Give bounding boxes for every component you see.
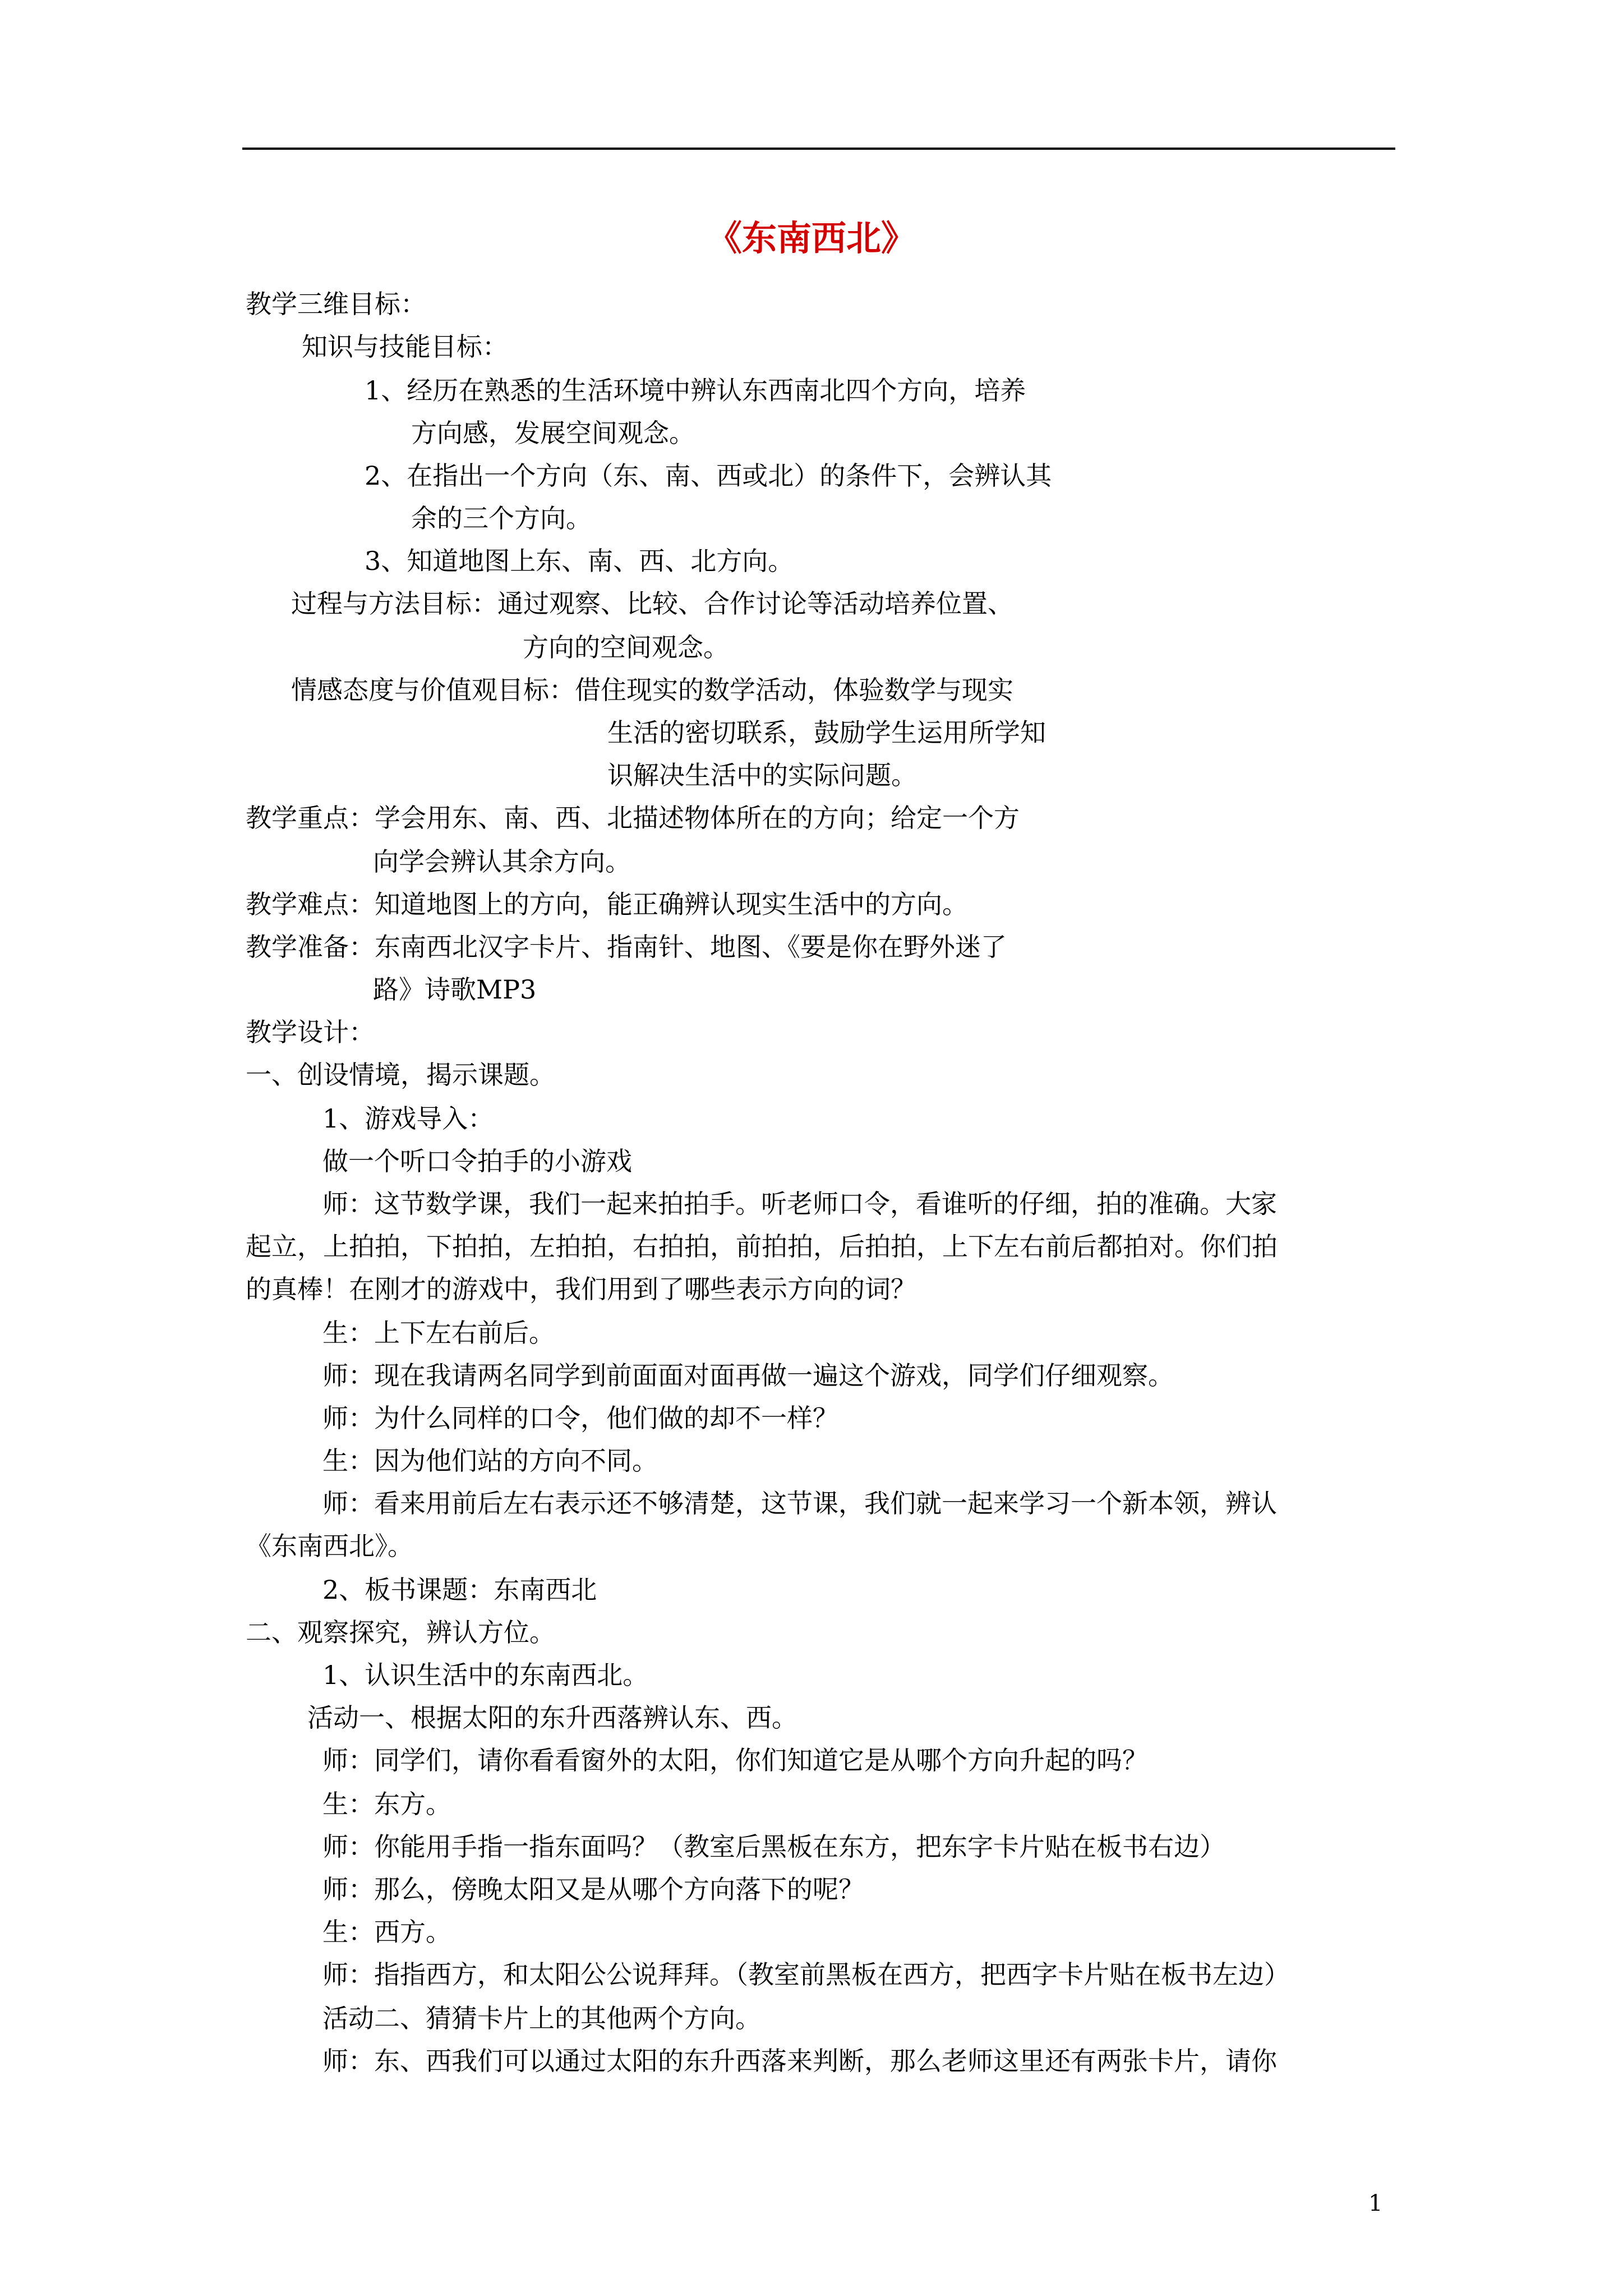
text-line: 生：上下左右前后。 bbox=[322, 1318, 555, 1348]
text-line: 生：因为他们站的方向不同。 bbox=[322, 1446, 658, 1476]
text-line: 做一个听口令拍手的小游戏 bbox=[322, 1146, 632, 1176]
text-line: 二、观察探究，辨认方位。 bbox=[246, 1617, 555, 1648]
text-line: 教学难点：知道地图上的方向，能正确辨认现实生活中的方向。 bbox=[246, 889, 968, 919]
text-line: 情感态度与价值观目标：借住现实的数学活动，体验数学与现实 bbox=[291, 675, 1013, 705]
document-title: 《东南西北》 bbox=[707, 218, 916, 259]
text-line: 生活的密切联系，鼓励学生运用所学知 bbox=[607, 717, 1046, 748]
text-line: 过程与方法目标：通过观察、比较、合作讨论等活动培养位置、 bbox=[291, 588, 1013, 619]
text-line: 方向的空间观念。 bbox=[523, 632, 729, 662]
text-line: 1、经历在熟悉的生活环境中辨认东西南北四个方向，培养 bbox=[365, 375, 1026, 406]
text-line: 师：那么，傍晚太阳又是从哪个方向落下的呢？ bbox=[322, 1874, 864, 1904]
text-line: 师：这节数学课，我们一起来拍拍手。听老师口令，看谁听的仔细，拍的准确。大家 bbox=[322, 1189, 1277, 1219]
text-line: 的真棒！在刚才的游戏中，我们用到了哪些表示方向的词？ bbox=[246, 1274, 916, 1304]
page-number: 1 bbox=[1368, 2191, 1383, 2216]
text-line: 师：你能用手指一指东面吗？（教室后黑板在东方，把东字卡片贴在板书右边） bbox=[322, 1832, 1225, 1862]
text-line: 3、知道地图上东、南、西、北方向。 bbox=[365, 546, 794, 576]
text-line: 1、游戏导入： bbox=[322, 1103, 494, 1134]
text-line: 《东南西北》。 bbox=[246, 1531, 413, 1561]
text-line: 余的三个方向。 bbox=[411, 503, 592, 533]
text-line: 师：为什么同样的口令，他们做的却不一样？ bbox=[322, 1403, 838, 1433]
text-line: 生：东方。 bbox=[322, 1789, 451, 1819]
text-line: 路》诗歌MP3 bbox=[373, 974, 537, 1005]
text-line: 师：同学们，请你看看窗外的太阳，你们知道它是从哪个方向升起的吗？ bbox=[322, 1745, 1148, 1775]
text-line: 2、在指出一个方向（东、南、西或北）的条件下，会辨认其 bbox=[365, 461, 1052, 491]
text-line: 活动二、猜猜卡片上的其他两个方向。 bbox=[322, 2003, 761, 2033]
header-rule bbox=[242, 148, 1395, 150]
text-line: 教学设计： bbox=[246, 1017, 375, 1047]
text-line: 师：看来用前后左右表示还不够清楚，这节课，我们就一起来学习一个新本领，辨认 bbox=[322, 1488, 1277, 1519]
text-line: 起立，上拍拍，下拍拍，左拍拍，右拍拍，前拍拍，后拍拍，上下左右前后都拍对。你们拍 bbox=[246, 1231, 1278, 1262]
text-line: 1、认识生活中的东南西北。 bbox=[322, 1660, 649, 1690]
text-line: 一、创设情境，揭示课题。 bbox=[246, 1060, 555, 1090]
text-line: 生：西方。 bbox=[322, 1917, 451, 1947]
text-line: 向学会辨认其余方向。 bbox=[373, 846, 631, 877]
text-line: 师：东、西我们可以通过太阳的东升西落来判断，那么老师这里还有两张卡片，请你 bbox=[322, 2046, 1277, 2076]
text-line: 教学三维目标： bbox=[246, 289, 426, 319]
text-line: 教学准备：东南西北汉字卡片、指南针、地图、《要是你在野外迷了 bbox=[246, 932, 1007, 962]
text-line: 2、板书课题：东南西北 bbox=[322, 1575, 597, 1605]
text-line: 识解决生活中的实际问题。 bbox=[607, 760, 917, 790]
text-line: 方向感，发展空间观念。 bbox=[411, 418, 695, 448]
text-line: 知识与技能目标： bbox=[302, 332, 508, 362]
text-line: 师：现在我请两名同学到前面面对面再做一遍这个游戏，同学们仔细观察。 bbox=[322, 1360, 1174, 1391]
text-line: 活动一、根据太阳的东升西落辨认东、西。 bbox=[307, 1703, 797, 1733]
text-line: 教学重点：学会用东、南、西、北描述物体所在的方向；给定一个方 bbox=[246, 803, 1020, 833]
text-line: 师：指指西方，和太阳公公说拜拜。（教室前黑板在西方，把西字卡片贴在板书左边） bbox=[322, 1959, 1290, 1990]
